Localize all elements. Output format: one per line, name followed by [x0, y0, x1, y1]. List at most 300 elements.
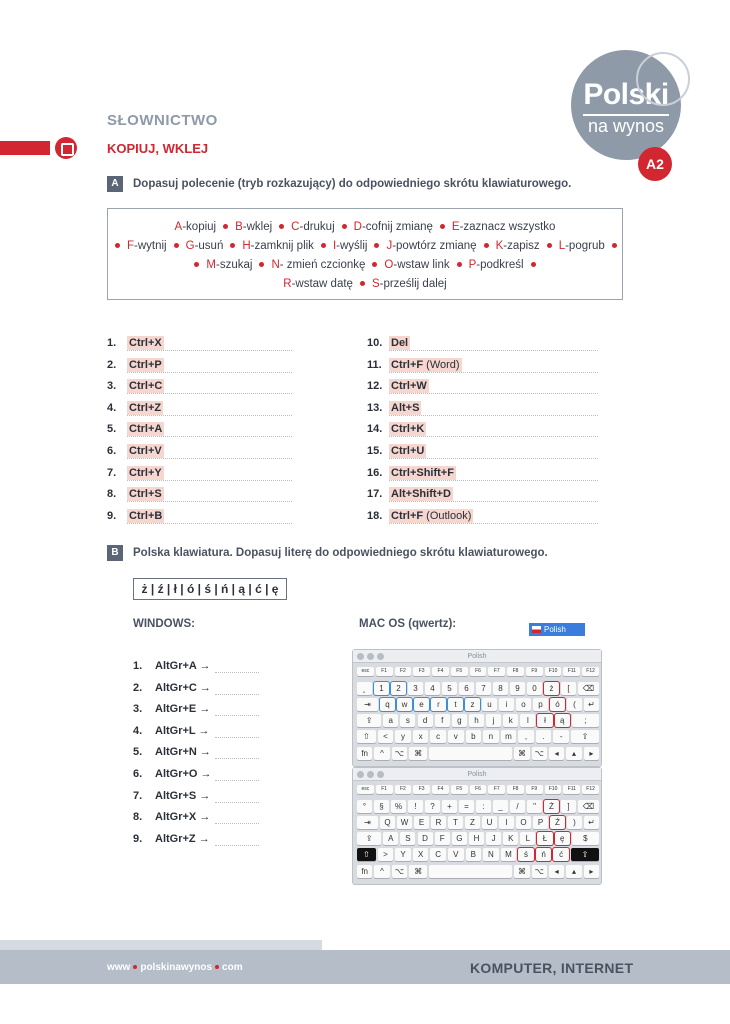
exercise-row	[107, 445, 292, 461]
command-line	[108, 240, 622, 252]
keyboard-key: [	[561, 682, 576, 695]
fn-key: F8	[507, 785, 524, 794]
exercise-number: 10.	[367, 337, 383, 349]
answer-line[interactable]	[215, 823, 259, 824]
bullet-dot-icon	[223, 224, 228, 229]
keyboard-key: O	[516, 816, 531, 829]
keyboard-key: ⌘	[409, 865, 427, 878]
footer-dot-icon	[133, 965, 137, 969]
keyboard-key: 9	[510, 682, 525, 695]
command-text: -zapisz	[503, 240, 540, 252]
keyboard-key: ⌫	[578, 800, 599, 813]
command-text: - zmień czcionkę	[279, 259, 366, 271]
command-text: -usuń	[194, 240, 224, 252]
keyboard-key	[429, 747, 512, 760]
command-text: -wklej	[242, 221, 273, 233]
command-text: -prześlij dalej	[379, 278, 447, 290]
command-line	[108, 278, 622, 290]
keyboard-key: w	[397, 698, 412, 711]
input-source-badge	[529, 623, 585, 636]
keyboard-key: ó	[550, 698, 565, 711]
keyboard-key: ⇧	[571, 848, 599, 861]
answer-line[interactable]	[389, 393, 598, 394]
accent-bar	[0, 141, 50, 155]
fn-key: F10	[545, 667, 562, 676]
keyboard-key: 7	[476, 682, 491, 695]
shortcut-label: AltGr+A →	[155, 660, 211, 672]
exercise-number: 5.	[107, 423, 117, 436]
command-line	[108, 221, 622, 233]
shortcut-note: (Outlook)	[423, 509, 472, 522]
fn-key: F10	[545, 785, 562, 794]
answer-line[interactable]	[389, 350, 598, 351]
command-letter: D	[353, 221, 362, 233]
exercise-number: 17.	[367, 488, 383, 501]
fn-key: F7	[488, 667, 505, 676]
command-text: -kopiuj	[182, 221, 217, 233]
bullet-dot-icon	[279, 224, 284, 229]
keyboard-key: ↵	[584, 698, 599, 711]
mac-label: MAC OS (qwertz):	[359, 618, 457, 630]
fn-key: F4	[432, 667, 449, 676]
answer-line[interactable]	[215, 780, 259, 781]
command-letter: E	[451, 221, 460, 233]
answer-line[interactable]	[127, 458, 292, 459]
answer-line[interactable]	[389, 372, 598, 373]
shortcut-label: AltGr+X →	[155, 811, 211, 824]
answer-line[interactable]	[127, 436, 292, 437]
keyboard-key: X	[413, 848, 429, 861]
keyboard-key: ś	[518, 848, 534, 861]
answer-line[interactable]	[389, 480, 598, 481]
keyboard-key: ć	[553, 848, 569, 861]
keyboard-key: v	[448, 730, 464, 743]
keyboard-key: ▸	[584, 747, 599, 760]
exercise-row	[367, 359, 598, 375]
shortcut-key	[389, 487, 453, 501]
command-letter: H	[242, 240, 251, 252]
keyboard-key: G	[452, 832, 467, 845]
keyboard-key: ⇧	[357, 848, 376, 861]
fn-key: F3	[413, 667, 430, 676]
command-letter: I	[332, 240, 337, 252]
keyboard-key: ▸	[584, 865, 599, 878]
bullet-dot-icon	[484, 243, 489, 248]
fn-key: F1	[376, 667, 393, 676]
bullet-dot-icon	[115, 243, 120, 248]
fn-key: F4	[432, 785, 449, 794]
command-letter: A	[174, 221, 183, 233]
exercise-row	[367, 423, 598, 439]
answer-line[interactable]	[389, 523, 598, 524]
keyboard-key: ˛	[357, 682, 372, 695]
shortcut-label: Alt+S	[391, 401, 420, 414]
shortcut-key	[127, 401, 163, 415]
keyboard-key: ^	[374, 865, 389, 878]
keyboard-key: U	[482, 816, 497, 829]
keyboard-key: T	[448, 816, 463, 829]
keyboard-title: Polish	[467, 771, 487, 778]
fn-key: F5	[451, 667, 468, 676]
keyboard-key: ^	[374, 747, 389, 760]
bullet-dot-icon	[360, 281, 365, 286]
keyboard-key: $	[572, 832, 599, 845]
shortcut-key	[127, 422, 164, 436]
keyboard-key: b	[466, 730, 482, 743]
shortcut-label: AltGr+N →	[155, 746, 211, 759]
keyboard-key: ?	[425, 800, 440, 813]
exercise-number: 8.	[107, 488, 117, 501]
keyboard-title-bar	[353, 768, 601, 781]
answer-line[interactable]	[215, 672, 259, 673]
exercise-row	[367, 488, 598, 504]
keyboard-key: D	[418, 832, 433, 845]
keyboard-key: ,	[518, 730, 534, 743]
shortcut-label: Ctrl+Shift+F	[391, 466, 454, 479]
exercise-number: 4.	[133, 724, 143, 737]
keyboard-key: ▴	[566, 865, 581, 878]
answer-line[interactable]	[389, 436, 598, 437]
keyboard-key: ż	[544, 682, 559, 695]
keyboard-key: ę	[555, 832, 570, 845]
command-letter: O	[384, 259, 394, 271]
keyboard-key: Ż	[544, 800, 559, 813]
exercise-number: 16.	[367, 466, 383, 479]
exercise-row	[367, 445, 598, 461]
keyboard-key: ⇧	[357, 730, 376, 743]
task-a-instruction: Dopasuj polecenie (tryb rozkazujący) do odpowiedniego skrótu klawiaturowego.	[133, 178, 572, 190]
keyboard-key: (	[567, 698, 582, 711]
bullet-dot-icon	[457, 262, 462, 267]
keyboard-key: =	[459, 800, 474, 813]
keyboard-key: )	[567, 816, 582, 829]
keyboard-key: q	[380, 698, 395, 711]
fn-key: esc	[357, 785, 374, 794]
command-letter: C	[291, 221, 300, 233]
fn-key: F9	[526, 785, 543, 794]
command-letter: F	[127, 240, 135, 252]
keyboard-key: K	[503, 832, 518, 845]
windows-row	[133, 768, 263, 784]
shortcut-label: Ctrl+P	[129, 358, 162, 371]
bullet-dot-icon	[259, 262, 264, 267]
command-letter: K	[495, 240, 504, 252]
footer-url-part: com	[222, 962, 243, 973]
keyboard-key: 0	[527, 682, 542, 695]
answer-line[interactable]	[389, 501, 598, 502]
bullet-dot-icon	[321, 243, 326, 248]
task-b-label: B	[107, 545, 123, 561]
copy-icon	[55, 137, 77, 159]
shortcut-label: AltGr+E →	[155, 703, 211, 716]
keyboard-key: Ź	[550, 816, 565, 829]
exercise-number: 7.	[107, 466, 117, 479]
keyboard-key: °	[357, 800, 372, 813]
answer-line[interactable]	[127, 480, 292, 481]
bullet-dot-icon	[374, 243, 379, 248]
footer-url-part: www	[107, 962, 131, 973]
answer-line[interactable]	[127, 415, 292, 416]
answer-line[interactable]	[215, 758, 259, 759]
keyboard-key: /	[510, 800, 525, 813]
keyboard-key: %	[391, 800, 406, 813]
exercise-row	[107, 510, 292, 526]
keyboard-key: g	[452, 714, 467, 727]
window-close-icon	[357, 771, 364, 778]
logo-ring	[636, 52, 690, 106]
fn-key: F9	[526, 667, 543, 676]
windows-row	[133, 660, 263, 676]
logo-title: Polski	[583, 78, 669, 111]
keyboard-key: +	[442, 800, 457, 813]
answer-line[interactable]	[127, 350, 292, 351]
keyboard-key: N	[483, 848, 499, 861]
answer-line[interactable]	[127, 501, 292, 502]
keyboard-key: ⌥	[532, 865, 547, 878]
keyboard-key: o	[516, 698, 531, 711]
logo-subtitle: na wynos	[587, 116, 665, 136]
mac-keyboard-lowercase	[352, 649, 602, 767]
shortcut-label: Ctrl+B	[129, 509, 163, 522]
keyboard-key: ⌫	[578, 682, 599, 695]
shortcut-key	[127, 466, 164, 480]
command-text: -zaznacz wszystko	[459, 221, 556, 233]
exercise-number: 2.	[133, 681, 143, 694]
exercise-row	[367, 510, 598, 526]
keyboard-key: l	[520, 714, 535, 727]
shortcut-label: Ctrl+Y	[129, 466, 162, 479]
bullet-dot-icon	[440, 224, 445, 229]
exercise-row	[107, 402, 292, 418]
answer-line[interactable]	[127, 523, 292, 524]
answer-line[interactable]	[215, 715, 259, 716]
shortcut-key	[127, 487, 164, 501]
exercise-number: 6.	[107, 445, 117, 457]
keyboard-key: ⌘	[514, 865, 529, 878]
keyboard-key: 5	[442, 682, 457, 695]
keyboard-key: ⇪	[357, 714, 381, 727]
keyboard-key: R	[431, 816, 446, 829]
keyboard-key: f	[435, 714, 450, 727]
keyboard-key: ⌘	[514, 747, 529, 760]
exercise-number: 2.	[107, 358, 117, 371]
keyboard-key: k	[503, 714, 518, 727]
shortcut-key	[127, 336, 164, 350]
exercise-number: 6.	[133, 768, 143, 780]
mac-keyboard-shift	[352, 767, 602, 885]
keyboard-key: e	[414, 698, 429, 711]
shortcut-key	[389, 336, 410, 350]
window-minimize-icon	[367, 653, 374, 660]
bullet-dot-icon	[194, 262, 199, 267]
fn-key: F11	[563, 667, 580, 676]
exercise-number: 18.	[367, 509, 383, 522]
answer-line[interactable]	[127, 393, 292, 394]
keyboard-key: H	[469, 832, 484, 845]
keyboard-key: E	[414, 816, 429, 829]
keyboard-key: y	[395, 730, 411, 743]
command-text: -cofnij zmianę	[361, 221, 433, 233]
exercise-number: 13.	[367, 401, 383, 414]
input-source-label: Polish	[544, 625, 566, 634]
shortcut-key	[389, 358, 462, 372]
exercise-number: 3.	[133, 703, 143, 716]
keyboard-key: d	[418, 714, 433, 727]
shortcut-key	[389, 401, 421, 415]
fn-key: esc	[357, 667, 374, 676]
fn-key: F6	[470, 667, 487, 676]
exercise-row	[367, 402, 598, 418]
keyboard-key: fn	[357, 865, 372, 878]
shortcut-key	[389, 466, 456, 480]
shortcut-label: Ctrl+F	[391, 509, 424, 522]
command-text: -wyślij	[336, 240, 368, 252]
command-text: -szukaj	[216, 259, 253, 271]
command-letter: P	[468, 259, 477, 271]
keyboard-key: P	[533, 816, 548, 829]
keyboard-key: ą	[555, 714, 570, 727]
command-letter: R	[283, 278, 292, 290]
answer-line[interactable]	[389, 458, 598, 459]
keyboard-key: m	[501, 730, 517, 743]
keyboard-key: ⇧	[571, 730, 599, 743]
footer-accent	[0, 940, 322, 950]
keyboard-key: :	[476, 800, 491, 813]
keyboard-key: ⌥	[532, 747, 547, 760]
footer-topic: KOMPUTER, INTERNET	[470, 960, 634, 976]
bullet-dot-icon	[342, 224, 347, 229]
windows-row	[133, 811, 263, 827]
exercise-row	[107, 488, 292, 504]
command-letter: J	[386, 240, 393, 252]
level-badge: A2	[638, 147, 672, 181]
command-letter: G	[185, 240, 195, 252]
keyboard-key: I	[499, 816, 514, 829]
command-text: -podkreśl	[476, 259, 524, 271]
exercise-number: 3.	[107, 380, 117, 393]
windows-row	[133, 682, 263, 698]
bullet-dot-icon	[612, 243, 617, 248]
exercise-number: 11.	[367, 358, 382, 371]
exercise-number: 4.	[107, 401, 117, 414]
keyboard-key: s	[400, 714, 415, 727]
keyboard-key: ◂	[549, 865, 564, 878]
answer-line[interactable]	[215, 694, 259, 695]
fn-key: F5	[451, 785, 468, 794]
exercise-number: 7.	[133, 789, 143, 802]
command-letter: M	[206, 259, 217, 271]
answer-line[interactable]	[215, 802, 259, 803]
fn-key: F8	[507, 667, 524, 676]
task-b-instruction: Polska klawiatura. Dopasuj literę do odpowiedniego skrótu klawiaturowego.	[133, 547, 548, 559]
window-close-icon	[357, 653, 364, 660]
keyboard-key: "	[527, 800, 542, 813]
shortcut-key	[389, 509, 473, 523]
shortcut-label: Ctrl+W	[391, 380, 427, 393]
exercise-number: 9.	[107, 509, 117, 522]
page-subtitle: KOPIUJ, WKLEJ	[107, 141, 209, 156]
keyboard-key: J	[486, 832, 501, 845]
keyboard-key	[429, 865, 512, 878]
answer-line[interactable]	[215, 737, 259, 738]
shortcut-key	[127, 509, 164, 523]
fn-key: F11	[563, 785, 580, 794]
keyboard-key: ▴	[566, 747, 581, 760]
exercise-number: 14.	[367, 423, 383, 436]
keyboard-key: B	[466, 848, 482, 861]
answer-line[interactable]	[127, 372, 292, 373]
keyboard-key: h	[469, 714, 484, 727]
keyboard-key: ]	[561, 800, 576, 813]
window-minimize-icon	[367, 771, 374, 778]
windows-label: WINDOWS:	[133, 618, 195, 630]
exercise-row	[367, 467, 598, 483]
keyboard-key: Y	[395, 848, 411, 861]
keyboard-key: t	[448, 698, 463, 711]
keyboard-key: ↵	[584, 816, 599, 829]
fn-key: F2	[395, 667, 412, 676]
command-text: -pogrub	[565, 240, 605, 252]
keyboard-key: 4	[425, 682, 440, 695]
keyboard-key: ł	[537, 714, 552, 727]
keyboard-key: 1	[374, 682, 389, 695]
keyboard-key: L	[520, 832, 535, 845]
exercise-number: 1.	[133, 660, 143, 672]
command-text: -wytnij	[134, 240, 167, 252]
keyboard-key: u	[482, 698, 497, 711]
keyboard-key: .	[536, 730, 552, 743]
shortcut-label: Ctrl+F	[391, 358, 424, 371]
keyboard-key: fn	[357, 747, 372, 760]
keyboard-key: ⌥	[392, 865, 407, 878]
windows-row	[133, 746, 263, 762]
keyboard-title: Polish	[467, 653, 487, 660]
exercise-row	[107, 423, 292, 439]
footer-url-part: polskinawynos	[140, 962, 213, 973]
section-title: SŁOWNICTWO	[107, 112, 218, 129]
answer-line[interactable]	[389, 415, 598, 416]
keyboard-key: 6	[459, 682, 474, 695]
keyboard-key: M	[501, 848, 517, 861]
fn-key: F3	[413, 785, 430, 794]
exercise-row	[107, 337, 292, 353]
shortcut-key	[389, 379, 429, 393]
shortcut-label: Alt+Shift+D	[391, 488, 451, 501]
answer-line[interactable]	[215, 845, 259, 846]
task-a-label: A	[107, 176, 123, 192]
shortcut-key	[127, 379, 164, 393]
keyboard-key: ⌥	[392, 747, 407, 760]
windows-row	[133, 725, 263, 741]
keyboard-key: !	[408, 800, 423, 813]
keyboard-key: ⇪	[357, 832, 381, 845]
shortcut-label: AltGr+O →	[155, 768, 212, 780]
shortcut-key	[389, 422, 426, 436]
shortcut-label: Ctrl+S	[129, 488, 162, 501]
keyboard-key: >	[378, 848, 394, 861]
command-text: -wstaw datę	[291, 278, 353, 290]
keyboard-key: Z	[465, 816, 480, 829]
command-list-box	[107, 208, 623, 300]
keyboard-key: ◂	[549, 747, 564, 760]
keyboard-key: j	[486, 714, 501, 727]
shortcut-key	[127, 444, 164, 458]
exercise-number: 5.	[133, 746, 143, 759]
shortcut-label: Ctrl+U	[391, 445, 425, 457]
polish-flag-icon	[532, 626, 541, 633]
shortcut-label: Ctrl+Z	[129, 401, 162, 414]
shortcut-key	[389, 444, 426, 458]
